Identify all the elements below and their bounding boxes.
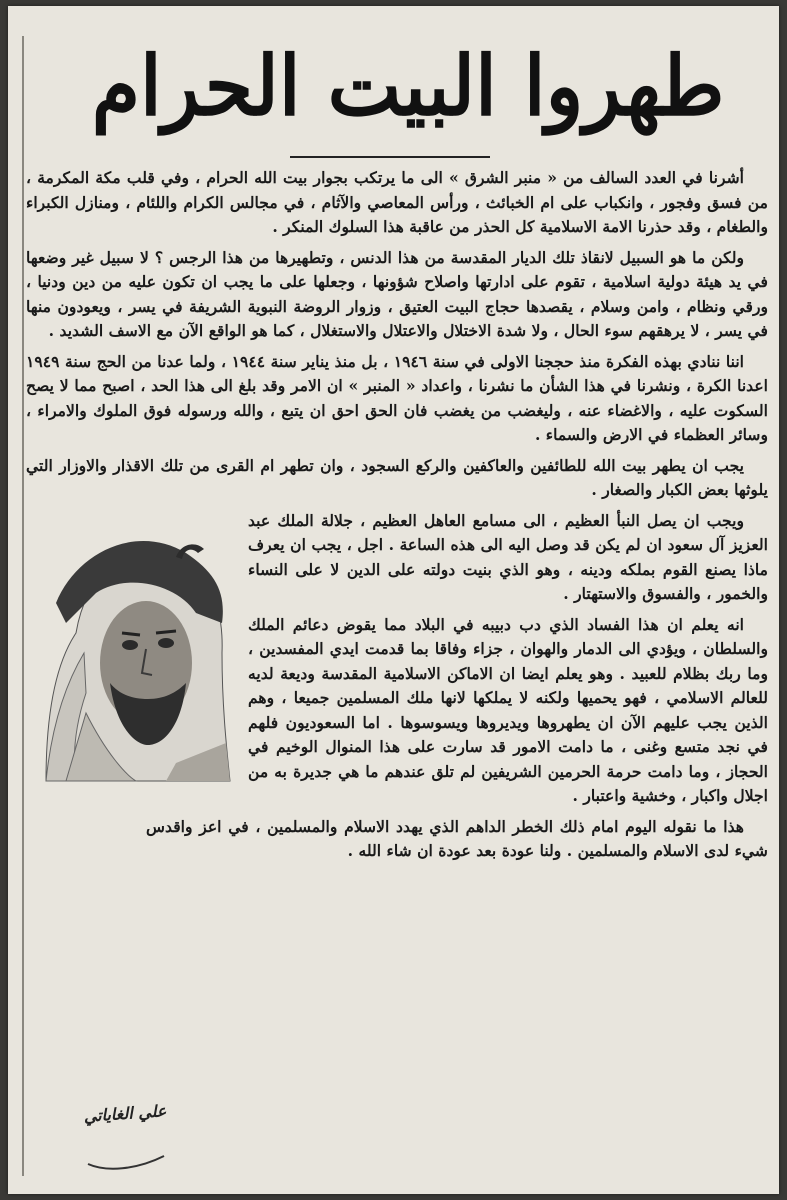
- portrait-image: [26, 513, 234, 783]
- column-rule: [22, 36, 24, 1176]
- article-body: [26, 166, 768, 874]
- paragraph-5: ويجب ان يصل النبأ العظيم ، الى مسامع العاهل العظيم ، جلالة الملك عبد العزيز آل سعود ان لم يكن قد وصل اليه الى هذه الساعة . اجل ، يجب ان يعرف ماذا يصنع القوم بملكه ودينه ، وهو الذي بنيت دولته على الدين لا على النساء والخمور ، والفسوق والاستهتار .: [248, 510, 768, 603]
- author-signature: علي الغاياتي: [83, 1101, 167, 1126]
- headline: طهروا البيت الحرام: [91, 38, 725, 134]
- signature-flourish: [86, 1144, 166, 1174]
- headline-block: [68, 26, 748, 146]
- paragraph-4: يجب ان يطهر بيت الله للطائفين والعاكفين والركع السجود ، وان تطهر ام القرى من تلك الاقذار والاوزار التي يلوثها بعض الكبار والصغار .: [26, 455, 768, 499]
- paragraph-3: اننا ننادي بهذه الفكرة منذ حججنا الاولى في سنة ١٩٤٦ ، بل منذ يناير سنة ١٩٤٤ ، ولما عدنا من الحج سنة ١٩٤٩ اعدنا الكرة ، ونشرنا في هذا الشأن ما نشرنا ، واعداد « المنبر » ان الامر وقد بلغ الى هذا الحد ، اصبح مما لا يصح السكوت عليه ، والاغضاء عنه ، وليغضب من يغضب فان الحق احق ان يتبع ، والله ورسوله فوق الملوك والامراء ، وسائر العظماء في الارض والسماء .: [26, 351, 768, 444]
- headline-underline: [290, 156, 490, 158]
- paragraph-1: أشرنا في العدد السالف من « منبر الشرق » الى ما يرتكب بجوار بيت الله الحرام ، وفي قلب مكة المكرمة ، من فسق وفجور ، وانكباب على ام الخبائث ، ورأس المعاصي والآثام ، في مجالس الكرام واللئام ، ومنازل الكبراء والطغام ، وقد حذرنا الامة الاسلامية كل الحذر من عاقبة هذا السلوك المنكر .: [26, 168, 768, 236]
- paragraph-6: انه يعلم ان هذا الفساد الذي دب دبيبه في البلاد مما يقوض دعائم الملك والسلطان ، ويؤدي الى الدمار والهوان ، جزاء وفاقا بما قدمت ايدي المفسدين ، وما ربك بظلام للعبيد . وهو يعلم ايضا ان الاماكن الاسلامية المقدسة وديعة لديه للعالم الاسلامي ، فهو يحميها ولكنه لا يملكها لانها ملك المسلمين جميعا ، وهم الذين يجب عليهم الآن ان يطهروها ويديروها ويسوسوها . اما السعوديون فلهم في نجد متسع وغنى ، ما دامت الامور قد سارت على هذا المنوال الوخيم في الحجاز ، وما دامت حرمة الحرمين الشريفين لم تلق عندهم ما هي جديرة به من اجلال واكبار ، وخشية واعتبار .: [248, 614, 768, 805]
- paragraph-2: ولكن ما هو السبيل لانقاذ تلك الديار المقدسة من هذا الدنس ، وتطهيرها من هذا الرجس ؟ لا سبيل غير وضعها في يد هيئة دولية اسلامية ، تقوم على ادارتها واصلاح شؤونها ، وجعلها على ما يجب ان تكون عليه من دين ودنيا ، ورقي ونظام ، وامن وسلام ، يقصدها حجاج البيت العتيق ، وزوار الروضة النبوية الشريفة في يسر ، ويعودون منها في يسر ، لا يرهقهم سوء الحال ، ولا شدة الاختلال والاعتلال والاستغلال ، كما هو الواقع الآن مع الاسف الشديد .: [26, 247, 768, 340]
- portrait-wrap-block: [26, 509, 768, 809]
- paragraph-7: هذا ما نقوله اليوم امام ذلك الخطر الداهم الذي يهدد الاسلام والمسلمين ، في اعز واقدس شيء لدى الاسلام والمسلمين . ولنا عودة بعد عودة ان شاء الله .: [146, 816, 768, 860]
- newspaper-page: [8, 6, 779, 1194]
- signature-block: [80, 1101, 170, 1174]
